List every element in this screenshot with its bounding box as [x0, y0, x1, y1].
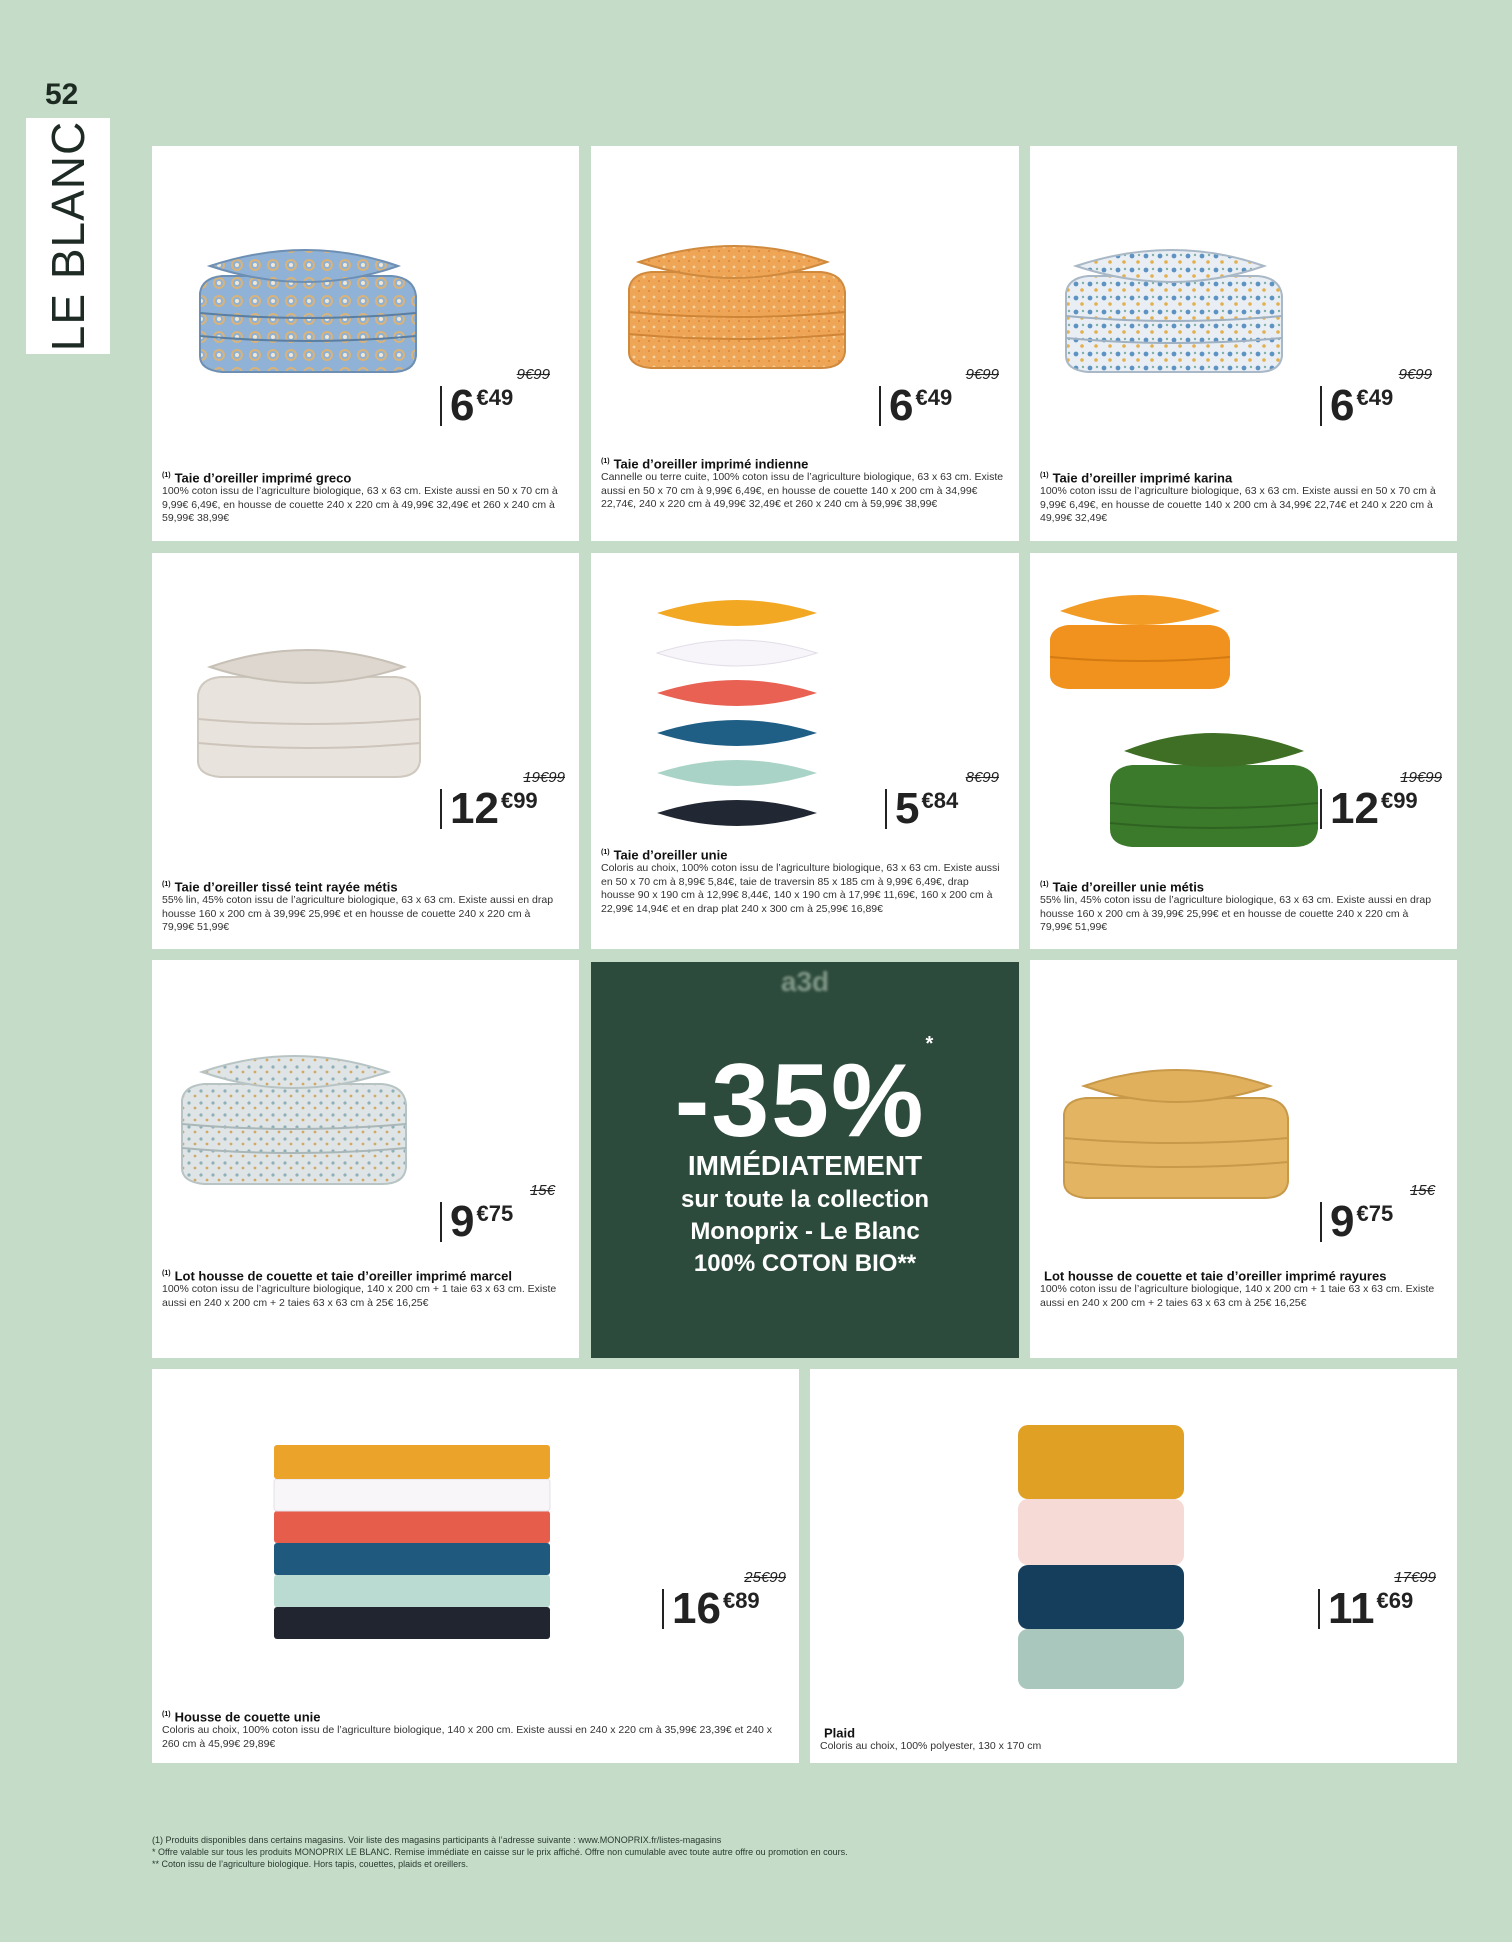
- product-description: [820, 1723, 1443, 1754]
- footnote-ref: (1): [601, 849, 610, 856]
- price-integer: 6: [450, 381, 475, 430]
- price-tag: [1320, 769, 1442, 833]
- product-title: Taie d’oreiller imprimé greco: [174, 470, 352, 486]
- product-body: Coloris au choix, 100% polyester, 130 x 170 cm: [820, 1740, 1042, 1753]
- promo-percent: [591, 1033, 1019, 1161]
- product-card-plaid[interactable]: [810, 1369, 1457, 1763]
- price-integer: 12: [450, 784, 499, 833]
- old-price: 19€99: [1400, 769, 1442, 786]
- price-integer: 6: [889, 381, 914, 430]
- footnote-ref: (1): [162, 881, 171, 888]
- old-price: 9€99: [1398, 366, 1432, 383]
- product-description: [162, 1707, 785, 1751]
- old-price: 17€99: [1394, 1569, 1436, 1586]
- price-decimal: €99: [500, 788, 538, 813]
- product-card-marcel[interactable]: [152, 960, 579, 1358]
- price-integer: 12: [1330, 784, 1379, 833]
- price-decimal: €49: [915, 385, 953, 410]
- product-card-unie[interactable]: [591, 553, 1019, 949]
- product-body: Coloris au choix, 100% coton issu de l’agriculture biologique, 140 x 200 cm. Existe aussi en 240 x 220 cm à 35,99€ 23,39€ et 240 x 260 cm à 45,99€ 29,89€: [162, 1724, 772, 1750]
- promo-percent-value: -35%: [674, 1043, 926, 1159]
- price-integer: 9: [450, 1197, 475, 1246]
- footnotes: [152, 1834, 848, 1870]
- price-tag: [440, 1182, 555, 1246]
- price-tag: [879, 366, 999, 430]
- product-card-karina[interactable]: [1030, 146, 1457, 541]
- product-title: Plaid: [824, 1725, 856, 1741]
- footnote-ref: (1): [1040, 472, 1049, 479]
- price-integer: 6: [1330, 381, 1355, 430]
- promo-banner: [591, 962, 1019, 1358]
- old-price: 9€99: [516, 366, 550, 383]
- bedding-image: [1056, 1054, 1294, 1204]
- product-description: [162, 468, 565, 526]
- product-card-indienne[interactable]: [591, 146, 1019, 541]
- old-price: 15€: [1409, 1182, 1435, 1199]
- pillow-stack-image: [647, 577, 827, 841]
- price-tag: [885, 769, 999, 833]
- price-decimal: €49: [1356, 385, 1394, 410]
- section-tab: [26, 118, 110, 354]
- section-title: LE BLANC: [42, 120, 94, 352]
- brand-logo: a3d: [780, 966, 830, 997]
- promo-line-3: Monoprix - Le Blanc: [690, 1218, 920, 1245]
- product-body: Coloris au choix, 100% coton issu de l’agriculture biologique, 63 x 63 cm. Existe aussi en 50 x 70 cm à 8,99€ 5,84€, taie de traversin 85 x 185 cm à 9,99€ 6,49€, drap housse 90 x 190 cm à 12,99€ 8,44€, 140 x 190 cm à 17,99€ 11,69€, 160 x 200 cm à 22,99€ 14,94€ et en drap plat 240 x 300 cm à 25,99€ 16,89€: [601, 862, 1000, 915]
- price-decimal: €75: [476, 1201, 514, 1226]
- footnote-ref: (1): [162, 1270, 171, 1277]
- product-title: Taie d’oreiller unie: [613, 847, 728, 863]
- price-integer: 11: [1328, 1584, 1375, 1633]
- price-decimal: €49: [476, 385, 514, 410]
- folded-sheets-image: [270, 1441, 552, 1641]
- bedding-image: [174, 1040, 412, 1190]
- price-tag: [1320, 366, 1432, 430]
- footnote-ref: (1): [1040, 881, 1049, 888]
- old-price: 8€99: [965, 769, 999, 786]
- price-tag: [440, 366, 550, 430]
- promo-line-2: sur toute la collection: [680, 1186, 930, 1213]
- product-description: [1040, 877, 1443, 935]
- product-title: Taie d’oreiller tissé teint rayée métis: [174, 879, 398, 895]
- product-body: 55% lin, 45% coton issu de l’agriculture biologique, 63 x 63 cm. Existe aussi en drap housse 160 x 200 cm à 39,99€ 25,99€ et en housse de couette 240 x 220 cm à 79,99€ 51,99€: [162, 894, 554, 934]
- footnote-3: ** Coton issu de l’agriculture biologique. Hors tapis, couettes, plaids et oreillers.: [152, 1859, 469, 1869]
- bedding-image: [1058, 238, 1288, 378]
- old-price: 9€99: [965, 366, 999, 383]
- product-title: Taie d’oreiller unie métis: [1052, 879, 1205, 895]
- product-body: 55% lin, 45% coton issu de l’agriculture biologique, 63 x 63 cm. Existe aussi en drap housse 160 x 200 cm à 39,99€ 25,99€ et en housse de couette 240 x 220 cm à 79,99€ 51,99€: [1040, 894, 1432, 934]
- product-body: 100% coton issu de l’agriculture biologique, 63 x 63 cm. Existe aussi en 50 x 70 cm à 9,99€ 6,49€, en housse de couette 140 x 200 cm à 34,99€ 22,74€ et 240 x 220 cm à 49,99€ 32,49€: [1040, 485, 1436, 525]
- promo-lines: [591, 1184, 1019, 1280]
- product-title: Housse de couette unie: [174, 1709, 321, 1725]
- price-integer: 9: [1330, 1197, 1355, 1246]
- promo-asterisk: *: [925, 1033, 936, 1056]
- product-card-unie-metis[interactable]: [1030, 553, 1457, 949]
- product-body: 100% coton issu de l’agriculture biologique, 140 x 200 cm + 1 taie 63 x 63 cm. Existe aussi en 240 x 200 cm + 2 taies 63 x 63 cm à 25€ 16,25€: [1040, 1283, 1435, 1309]
- product-description: [1040, 1266, 1443, 1310]
- old-price: 25€99: [744, 1569, 786, 1586]
- bedding-image: [190, 633, 426, 783]
- folded-plaids-image: [1014, 1421, 1188, 1693]
- old-price: 19€99: [523, 769, 565, 786]
- footnote-ref: (1): [601, 458, 610, 465]
- footnote-ref: (1): [162, 472, 171, 479]
- product-description: [601, 454, 1005, 512]
- price-integer: 16: [672, 1584, 721, 1633]
- product-card-greco[interactable]: [152, 146, 579, 541]
- price-decimal: €84: [921, 788, 959, 813]
- product-body: 100% coton issu de l’agriculture biologique, 63 x 63 cm. Existe aussi en 50 x 70 cm à 9,99€ 6,49€, en housse de couette 240 x 220 cm à 49,99€ 32,49€ et 260 x 240 cm à 59,99€ 38,99€: [162, 485, 558, 525]
- price-tag: [440, 769, 565, 833]
- product-body: 100% coton issu de l’agriculture biologique, 140 x 200 cm + 1 taie 63 x 63 cm. Existe aussi en 240 x 200 cm + 2 taies 63 x 63 cm à 25€ 16,25€: [162, 1283, 557, 1309]
- product-description: [162, 877, 565, 935]
- product-description: [1040, 468, 1443, 526]
- footnote-2: * Offre valable sur tous les produits MONOPRIX LE BLANC. Remise immédiate en caisse sur le prix affiché. Offre non cumulable avec toute autre offre ou promotion en cours.: [152, 1847, 848, 1857]
- bedding-image: [192, 238, 422, 378]
- price-integer: 5: [895, 784, 920, 833]
- promo-line-4: 100% COTON BIO**: [693, 1250, 917, 1277]
- bedding-image: [1044, 567, 1324, 857]
- price-decimal: €75: [1356, 1201, 1394, 1226]
- product-title: Lot housse de couette et taie d’oreiller imprimé marcel: [174, 1268, 512, 1284]
- page-number: 52: [45, 78, 79, 111]
- product-card-metis-rayee[interactable]: [152, 553, 579, 949]
- price-decimal: €89: [722, 1588, 760, 1613]
- old-price: 15€: [529, 1182, 555, 1199]
- product-description: [601, 845, 1005, 916]
- promo-line-1: IMMÉDIATEMENT: [687, 1150, 923, 1181]
- price-tag: [1320, 1182, 1435, 1246]
- price-tag: [662, 1569, 786, 1633]
- product-title: Taie d’oreiller imprimé indienne: [613, 456, 809, 472]
- product-description: [162, 1266, 565, 1310]
- price-decimal: €69: [1376, 1588, 1414, 1613]
- product-card-rayures[interactable]: [1030, 960, 1457, 1358]
- product-card-housse-unie[interactable]: [152, 1369, 799, 1763]
- price-decimal: €99: [1380, 788, 1418, 813]
- product-title: Lot housse de couette et taie d’oreiller imprimé rayures: [1044, 1268, 1387, 1284]
- price-tag: [1318, 1569, 1436, 1633]
- bedding-image: [621, 234, 851, 374]
- product-body: Cannelle ou terre cuite, 100% coton issu de l’agriculture biologique, 63 x 63 cm. Existe aussi en 50 x 70 cm à 9,99€ 6,49€, en housse de couette 140 x 200 cm à 34,99€ 22,74€, 240 x 220 cm à 49,99€ 32,49€ et 260 x 240 cm à 59,99€ 38,99€: [601, 471, 1004, 511]
- footnote-ref: (1): [162, 1711, 171, 1718]
- product-title: Taie d’oreiller imprimé karina: [1052, 470, 1233, 486]
- footnote-1: (1) Produits disponibles dans certains magasins. Voir liste des magasins participants à l’adresse suivante : www.MONOPRIX.fr/listes-magasins: [152, 1835, 722, 1845]
